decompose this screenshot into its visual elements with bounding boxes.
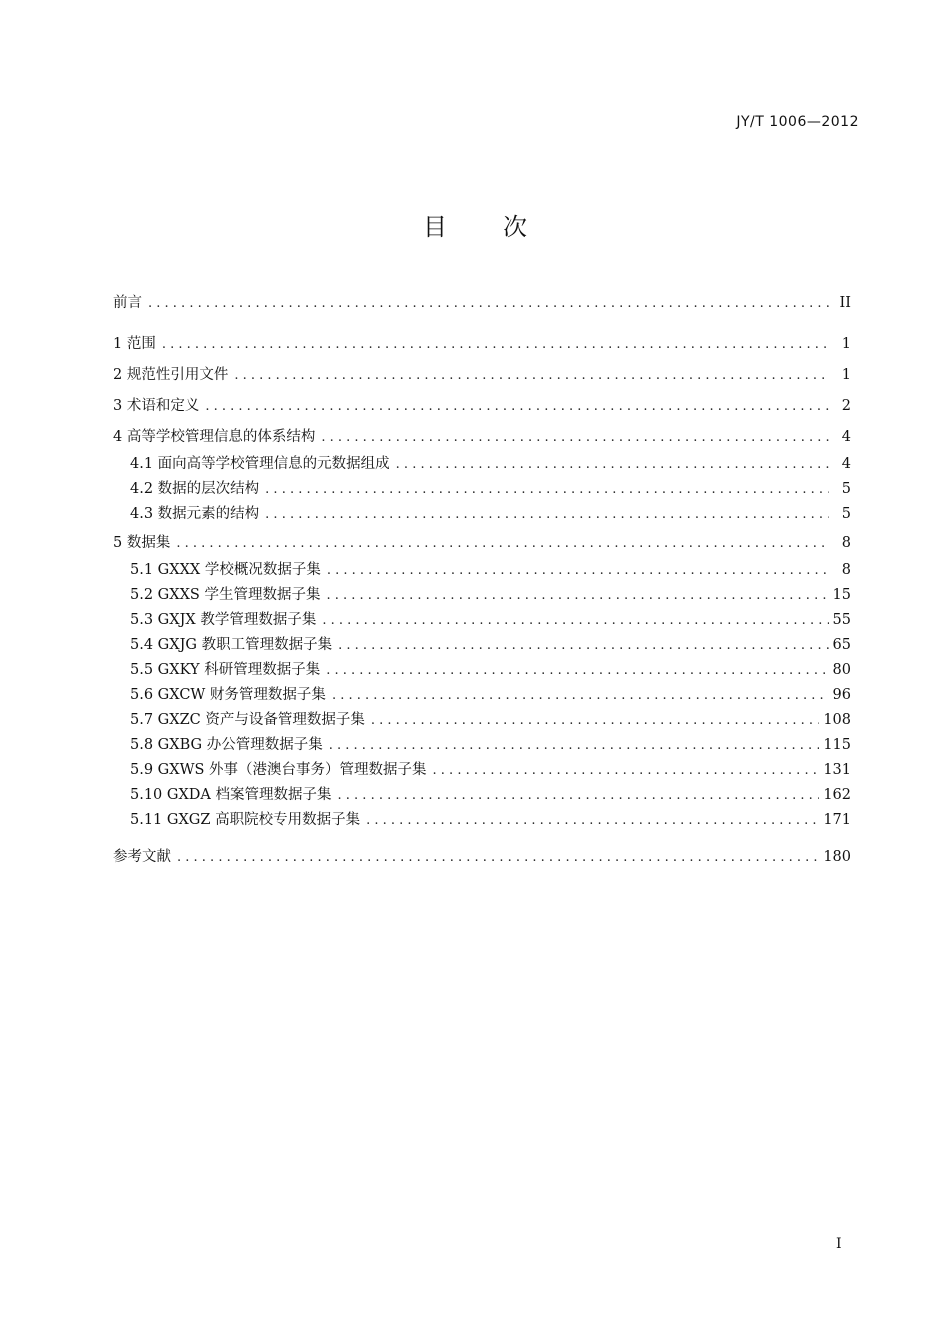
toc-leader bbox=[338, 634, 828, 656]
toc-entry-label: 4 高等学校管理信息的体系结构 bbox=[113, 429, 316, 445]
toc-entry-page: 5 bbox=[841, 481, 851, 497]
toc-entry-page: 4 bbox=[841, 429, 851, 445]
toc-entry-3[interactable] bbox=[113, 395, 851, 417]
toc-leader bbox=[177, 846, 819, 868]
toc-entry-5-2[interactable] bbox=[130, 584, 851, 606]
toc-entry-page: 2 bbox=[841, 398, 851, 414]
toc-leader bbox=[396, 453, 829, 475]
toc-entry-5-4[interactable] bbox=[130, 634, 851, 656]
toc-entry-1[interactable] bbox=[113, 333, 851, 355]
toc-leader bbox=[332, 684, 829, 706]
toc-entry-page: 162 bbox=[823, 787, 851, 803]
toc-entry-label: 5.3 GXJX 教学管理数据子集 bbox=[130, 612, 317, 628]
toc-entry-label: 3 术语和定义 bbox=[113, 398, 200, 414]
page-title bbox=[0, 207, 950, 242]
toc-entry-page: 15 bbox=[832, 587, 851, 603]
page-number: I bbox=[836, 1236, 842, 1252]
toc-entry-label: 5.8 GXBG 办公管理数据子集 bbox=[130, 737, 323, 753]
toc-entry-label: 5.4 GXJG 教职工管理数据子集 bbox=[130, 637, 333, 653]
toc-entry-page: 96 bbox=[832, 687, 851, 703]
toc-leader bbox=[371, 709, 819, 731]
toc-leader bbox=[326, 659, 828, 681]
toc-leader bbox=[322, 609, 828, 631]
toc-leader bbox=[234, 364, 829, 386]
toc-entry-label: 5.2 GXXS 学生管理数据子集 bbox=[130, 587, 321, 603]
toc-entry-label: 5.9 GXWS 外事（港澳台事务）管理数据子集 bbox=[130, 762, 427, 778]
toc-entry-5-9[interactable] bbox=[130, 759, 851, 781]
toc-entry-5-5[interactable] bbox=[130, 659, 851, 681]
toc-entry-page: 8 bbox=[841, 535, 851, 551]
toc-leader bbox=[321, 426, 829, 448]
toc-entry-page: 180 bbox=[823, 849, 851, 865]
toc-leader bbox=[338, 784, 820, 806]
toc-entry-page: 55 bbox=[832, 612, 851, 628]
toc-leader bbox=[148, 292, 829, 314]
toc-entry-label: 4.1 面向高等学校管理信息的元数据组成 bbox=[130, 456, 390, 472]
toc-entry-5-11[interactable] bbox=[130, 809, 851, 831]
toc-entry-label: 5.1 GXXX 学校概况数据子集 bbox=[130, 562, 321, 578]
toc-leader bbox=[327, 559, 829, 581]
toc-entry-page: 80 bbox=[832, 662, 851, 678]
toc-leader bbox=[433, 759, 820, 781]
doc-code: JY/T 1006—2012 bbox=[736, 114, 859, 130]
title-char-2: 次 bbox=[503, 213, 527, 241]
toc-entry-label: 5.10 GXDA 档案管理数据子集 bbox=[130, 787, 332, 803]
toc-entry-5-6[interactable] bbox=[130, 684, 851, 706]
toc-entry-label: 5.5 GXKY 科研管理数据子集 bbox=[130, 662, 321, 678]
toc-entry-page: 1 bbox=[841, 367, 851, 383]
toc-entry-page: 1 bbox=[841, 336, 851, 352]
toc-entry-4-2[interactable] bbox=[130, 478, 851, 500]
toc-entry-page: 171 bbox=[823, 812, 851, 828]
toc-entry-4-1[interactable] bbox=[130, 453, 851, 475]
toc-entry-page: 108 bbox=[823, 712, 851, 728]
toc-entry-label: 前言 bbox=[113, 295, 142, 311]
toc-entry-label: 5.6 GXCW 财务管理数据子集 bbox=[130, 687, 326, 703]
toc-entry-4-3[interactable] bbox=[130, 503, 851, 525]
toc-entry-label: 5.11 GXGZ 高职院校专用数据子集 bbox=[130, 812, 361, 828]
toc-entry-label: 1 范围 bbox=[113, 336, 156, 352]
toc-entry-page: 131 bbox=[823, 762, 851, 778]
toc-entry-foreword[interactable] bbox=[113, 292, 851, 314]
toc-leader bbox=[176, 532, 829, 554]
toc-leader bbox=[329, 734, 820, 756]
toc-leader bbox=[366, 809, 819, 831]
toc-entry-5[interactable] bbox=[113, 532, 851, 554]
title-char-1: 目 bbox=[423, 213, 447, 241]
toc-entry-label: 5.7 GXZC 资产与设备管理数据子集 bbox=[130, 712, 365, 728]
toc-leader bbox=[265, 478, 829, 500]
toc-leader bbox=[326, 584, 828, 606]
toc-entry-5-10[interactable] bbox=[130, 784, 851, 806]
toc-entry-label: 参考文献 bbox=[113, 849, 171, 865]
toc-entry-page: 8 bbox=[841, 562, 851, 578]
toc-entry-5-8[interactable] bbox=[130, 734, 851, 756]
toc-entry-page: 115 bbox=[823, 737, 851, 753]
toc-entry-4[interactable] bbox=[113, 426, 851, 448]
toc-entry-page: 5 bbox=[841, 506, 851, 522]
toc-entry-5-7[interactable] bbox=[130, 709, 851, 731]
toc-entry-page: 4 bbox=[841, 456, 851, 472]
toc-entry-page: II bbox=[839, 295, 851, 311]
toc-entry-label: 5 数据集 bbox=[113, 535, 171, 551]
toc-leader bbox=[205, 395, 829, 417]
toc-entry-page: 65 bbox=[832, 637, 851, 653]
toc-entry-label: 2 规范性引用文件 bbox=[113, 367, 229, 383]
toc-entry-label: 4.3 数据元素的结构 bbox=[130, 506, 260, 522]
toc-leader bbox=[265, 503, 829, 525]
toc-leader bbox=[162, 333, 829, 355]
toc-entry-label: 4.2 数据的层次结构 bbox=[130, 481, 260, 497]
toc-entry-5-3[interactable] bbox=[130, 609, 851, 631]
toc-entry-5-1[interactable] bbox=[130, 559, 851, 581]
toc-entry-2[interactable] bbox=[113, 364, 851, 386]
toc-entry-bibliography[interactable] bbox=[113, 846, 851, 868]
